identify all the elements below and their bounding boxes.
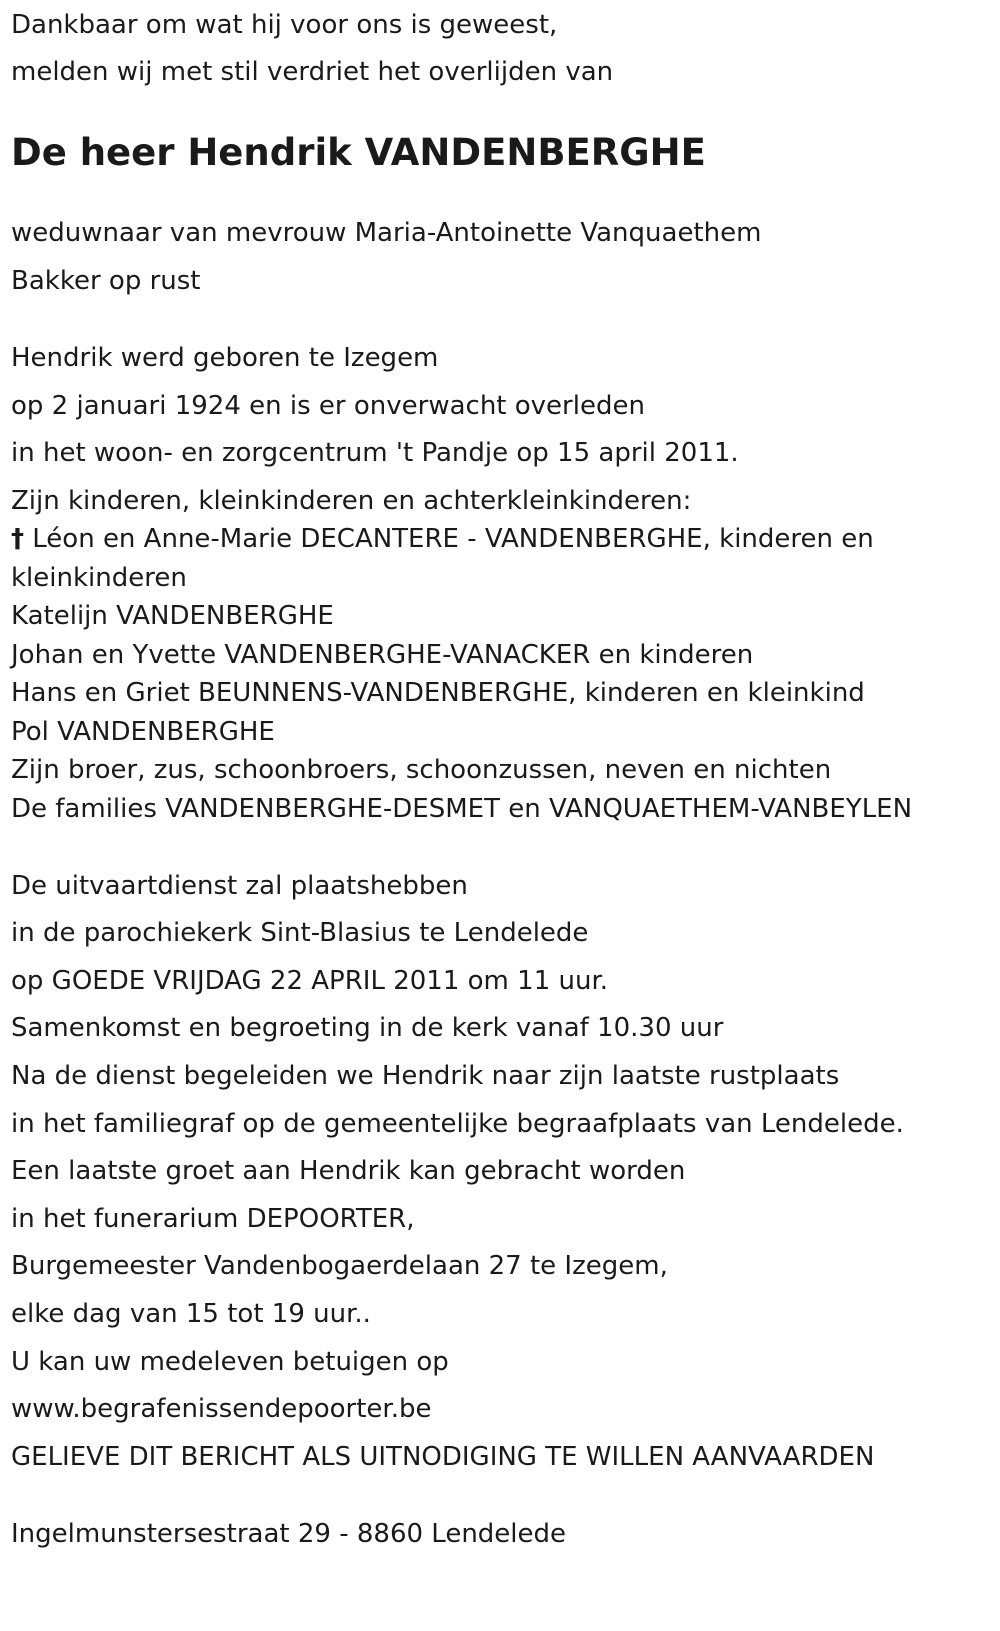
service-line-2: in de parochiekerk Sint-Blasius te Lendelede [11, 918, 589, 948]
family-member-1-cont: kleinkinderen [11, 563, 187, 593]
birth-line-1: Hendrik werd geboren te Izegem [11, 343, 439, 373]
service-line-11: U kan uw medeleven betuigen op [11, 1347, 449, 1377]
family-member-3: Johan en Yvette VANDENBERGHE-VANACKER en kinderen [11, 640, 754, 670]
family-member-1-text: Léon en Anne-Marie DECANTERE - VANDENBERGHE, kinderen en [32, 524, 874, 554]
service-line-9: Burgemeester Vandenbogaerdelaan 27 te Izegem, [11, 1251, 668, 1281]
service-line-10: elke dag van 15 tot 19 uur.. [11, 1299, 371, 1329]
deceased-name: De heer Hendrik VANDENBERGHE [11, 131, 706, 174]
service-line-4: Samenkomst en begroeting in de kerk vanaf 10.30 uur [11, 1013, 724, 1043]
birth-line-2: op 2 januari 1924 en is er onverwacht overleden [11, 391, 645, 421]
family-member-5: Pol VANDENBERGHE [11, 717, 275, 747]
family-member-4: Hans en Griet BEUNNENS-VANDENBERGHE, kinderen en kleinkind [11, 678, 865, 708]
service-line-8: in het funerarium DEPOORTER, [11, 1204, 415, 1234]
family-families: De families VANDENBERGHE-DESMET en VANQUAETHEM-VANBEYLEN [11, 794, 913, 824]
service-line-1: De uitvaartdienst zal plaatshebben [11, 871, 468, 901]
spouse-line: weduwnaar van mevrouw Maria-Antoinette Vanquaethem [11, 218, 762, 248]
website-text: www.begrafenissendepoorter.be [11, 1394, 432, 1424]
service-line-5: Na de dienst begeleiden we Hendrik naar zijn laatste rustplaats [11, 1061, 840, 1091]
family-member-1 [11, 522, 874, 556]
invitation-line: GELIEVE DIT BERICHT ALS UITNODIGING TE WILLEN AANVAARDEN [11, 1442, 875, 1472]
death-line: in het woon- en zorgcentrum 't Pandje op 15 april 2011. [11, 438, 739, 468]
family-relatives: Zijn broer, zus, schoonbroers, schoonzussen, neven en nichten [11, 755, 832, 785]
family-member-2: Katelijn VANDENBERGHE [11, 601, 334, 631]
cross-icon: † [11, 524, 24, 554]
occupation-line: Bakker op rust [11, 266, 201, 296]
service-line-7: Een laatste groet aan Hendrik kan gebracht worden [11, 1156, 686, 1186]
intro-line-2: melden wij met stil verdriet het overlijden van [11, 57, 614, 87]
service-line-3: op GOEDE VRIJDAG 22 APRIL 2011 om 11 uur. [11, 966, 609, 996]
address-line: Ingelmunstersestraat 29 - 8860 Lendelede [11, 1519, 567, 1549]
family-heading: Zijn kinderen, kleinkinderen en achterkleinkinderen: [11, 486, 692, 516]
service-line-6: in het familiegraf op de gemeentelijke begraafplaats van Lendelede. [11, 1109, 904, 1139]
intro-line-1: Dankbaar om wat hij voor ons is geweest, [11, 10, 558, 40]
